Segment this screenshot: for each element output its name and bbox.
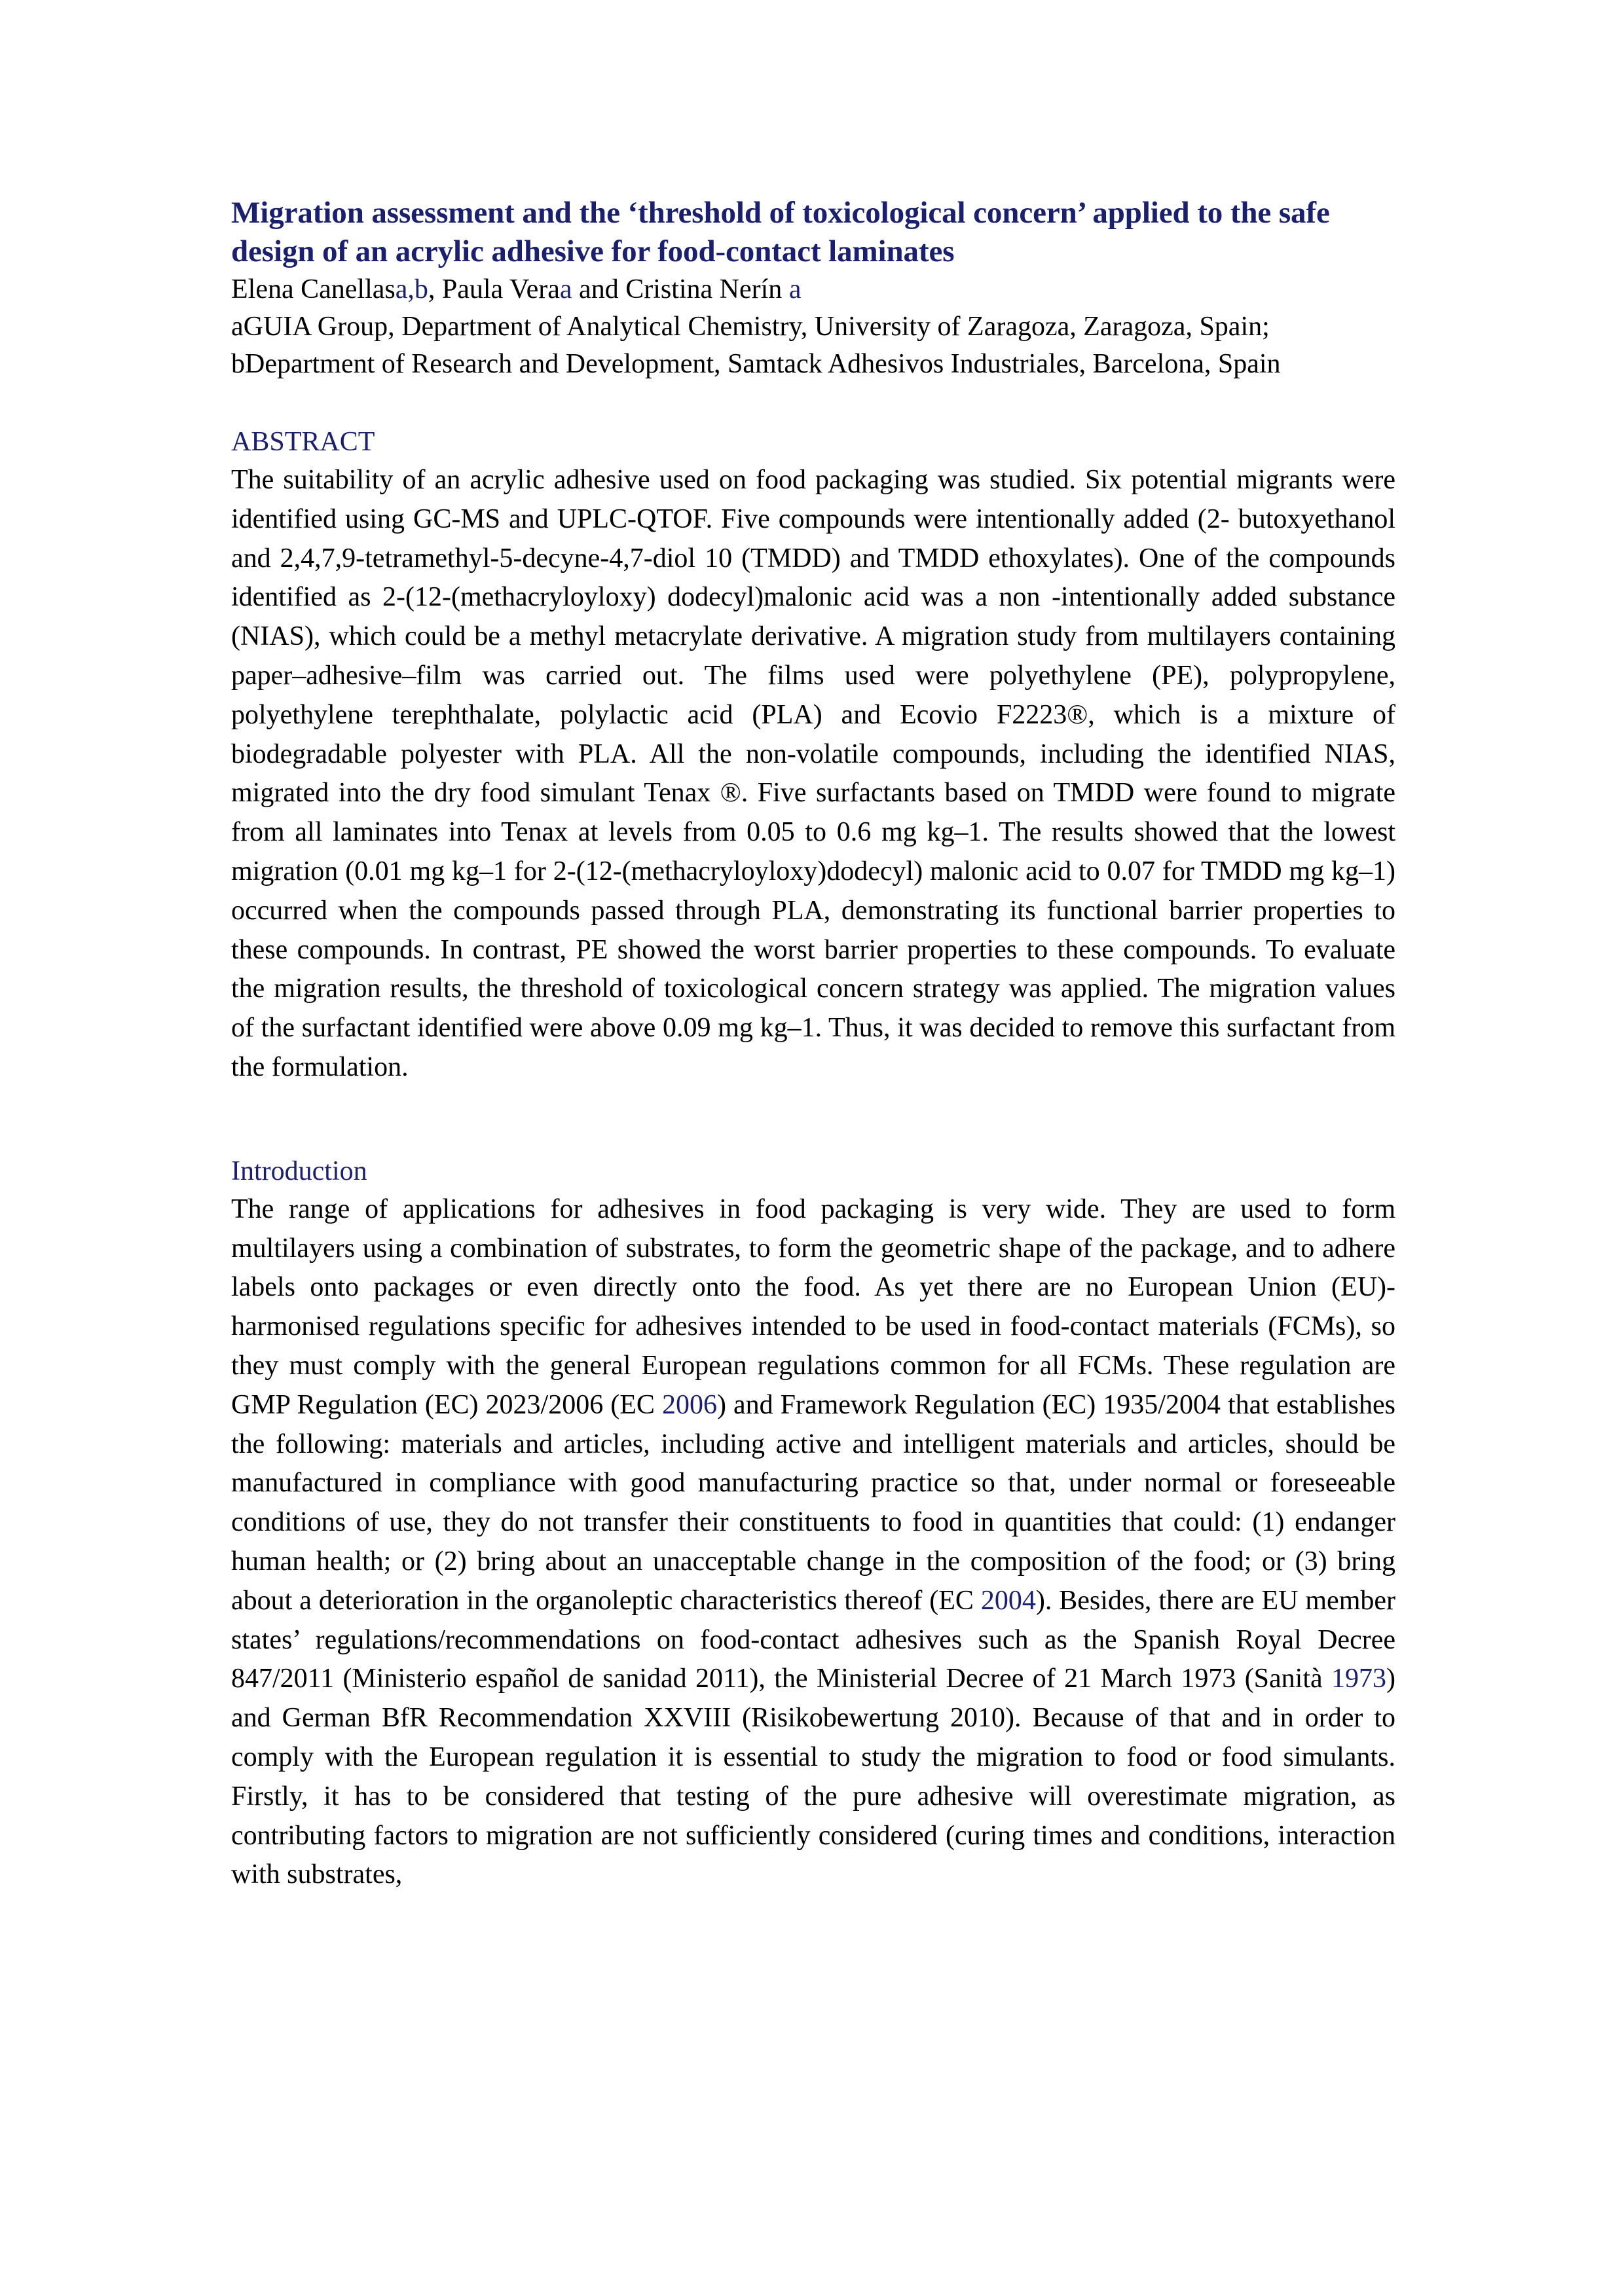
citation-link-1973[interactable]: 1973	[1331, 1664, 1386, 1694]
spacer-before-introduction	[231, 1087, 1395, 1153]
author-names-suffix: and Cristina Nerín	[572, 274, 789, 304]
citation-link-2004[interactable]: 2004	[980, 1585, 1036, 1616]
affiliation-b: bDepartment of Research and Development, Samtack Adhesivos Industriales, Barcelona, Spain	[231, 349, 1281, 379]
abstract-text: The suitability of an acrylic adhesive used on food packaging was studied. Six potential migrants were identified using GC-MS and UPLC-QTOF. Five compounds were intentionally added (2- butoxyethanol and 2,4,7,9-tetramethyl-5-decyne-4,7-diol 10 (TMDD) and TMDD ethoxylates). One of the compounds identified as 2-(12-(methacryloyloxy) dodecyl)malonic acid was a non -intentionally added substance (NIAS), which could be a methyl metacrylate derivative. A migration study from multilayers containing paper–adhesive–film was carried out. The films used were polyethylene (PE), polypropylene, polyethylene terephthalate, polylactic acid (PLA) and Ecovio F2223®, which is a mixture of biodegradable polyester with PLA. All the non-volatile compounds, including the identified NIAS, migrated into the dry food simulant Tenax ®. Five surfactants based on TMDD were found to migrate from all laminates into Tenax at levels from 0.05 to 0.6 mg kg–1. The results showed that the lowest migration (0.01 mg kg–1 for 2-(12-(methacryloyloxy)dodecyl) malonic acid to 0.07 for TMDD mg kg–1) occurred when the compounds passed through PLA, demonstrating its functional barrier properties to these compounds. In contrast, PE showed the worst barrier properties to these compounds. To evaluate the migration results, the threshold of toxicological concern strategy was applied. The migration values of the surfactant identified were above 0.09 mg kg–1. Thus, it was decided to remove this surfactant from the formulation.	[231, 465, 1395, 1082]
affiliation-marker-1[interactable]: a,b	[395, 274, 428, 304]
intro-text-part-2: ) and Framework Regulation (EC) 1935/2004 that establishes the following: materials and articles, including active and intelligent materials and articles, should be manufactured in compliance with good manufacturing practice so that, under normal or foreseeable conditions of use, they do not transfer their constituents to food in quantities that could: (1) endanger human health; or (2) bring about an unacceptable change in the composition of the food; or (3) bring about a deterioration in the organoleptic characteristics thereof (EC	[231, 1389, 1395, 1616]
intro-text-part-3: ). Besides, there are EU member states’ regulations/recommendations on food-contact adhesives such as the Spanish Royal Decree 847/2011 (Ministerio español de sanidad 2011), the Ministerial Decree of 21 March 1973 (Sanità	[231, 1585, 1395, 1694]
page-content-column	[231, 194, 1395, 1895]
page-title: Migration assessment and the ‘threshold of toxicological concern’ applied to the safe design of an acrylic adhesive for food-contact laminates	[231, 196, 1330, 268]
citation-link-2006[interactable]: 2006	[661, 1389, 717, 1420]
introduction-text	[231, 1190, 1395, 1895]
author-list	[231, 271, 1395, 308]
spacer-before-abstract	[231, 383, 1395, 424]
intro-text-part-4: ) and German BfR Recommendation XXVIII (Risikobewertung 2010). Because of that and in order to comply with the European regulation it is essential to study the migration to food or food simulants. Firstly, it has to be considered that testing of the pure adhesive will overestimate migration, as contributing factors to migration are not sufficiently considered (curing times and conditions, interaction with substrates,	[231, 1664, 1395, 1890]
abstract-heading: ABSTRACT	[231, 427, 375, 457]
affiliation-a: aGUIA Group, Department of Analytical Chemistry, University of Zaragoza, Zaragoza, Spain;	[231, 312, 1270, 342]
author-names-prefix: Elena Canellas	[231, 274, 396, 304]
author-names-middle: , Paula Vera	[428, 274, 560, 304]
intro-text-part-1: The range of applications for adhesives in food packaging is very wide. They are used to form multilayers using a combination of substrates, to form the geometric shape of the package, and to adhere labels onto packages or even directly onto the food. As yet there are no European Union (EU)-harmonised regulations specific for adhesives intended to be used in food-contact materials (FCMs), so they must comply with the general European regulations common for all FCMs. These regulation are GMP Regulation (EC) 2023/2006 (EC	[231, 1194, 1395, 1420]
affiliation-marker-2[interactable]: a	[559, 274, 572, 304]
introduction-heading: Introduction	[231, 1156, 367, 1186]
affiliation-marker-3[interactable]: a	[788, 274, 802, 304]
